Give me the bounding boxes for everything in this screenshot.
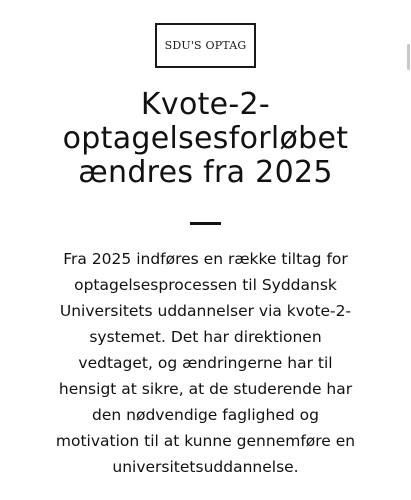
lead-line: hensigt at sikre, at de studerende har	[58, 380, 353, 398]
category-tag[interactable]	[155, 23, 256, 68]
lead-line: motivation til at kunne gennemføre en	[55, 432, 356, 450]
headline-divider	[190, 222, 221, 225]
lead-line: universitetsuddannelse.	[112, 458, 299, 476]
lead-line: Universitets uddannelser via kvote-2-	[59, 302, 352, 320]
article-headline	[20, 88, 391, 190]
lead-line: vedtaget, og ændringerne har til	[78, 354, 333, 372]
headline-line: ændres fra 2025	[78, 155, 333, 190]
headline-line: Kvote-2-	[140, 87, 271, 122]
lead-line: systemet. Det har direktionen	[89, 328, 322, 346]
headline-line: optagelsesforløbet	[62, 121, 349, 156]
scrollbar-thumb[interactable]	[407, 44, 410, 70]
article-lead	[14, 246, 397, 480]
category-tag-label: SDU'S OPTAG	[164, 39, 247, 52]
lead-line: den nødvendige faglighed og	[92, 406, 319, 424]
lead-line: optagelsesprocessen til Syddansk	[74, 276, 337, 294]
lead-line: Fra 2025 indføres en række tiltag for	[63, 250, 348, 268]
page-scrollbar[interactable]	[407, 0, 411, 500]
